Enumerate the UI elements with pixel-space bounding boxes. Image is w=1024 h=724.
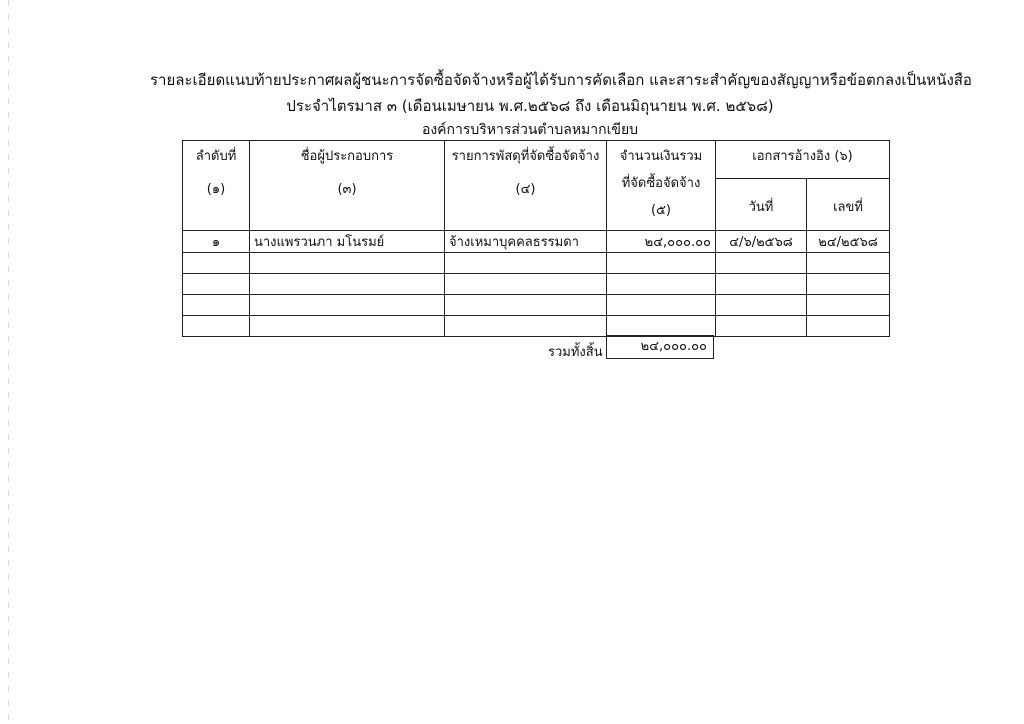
header-seq-label: ลำดับที่ bbox=[195, 149, 237, 164]
header-vendor-number: (๓) bbox=[337, 182, 357, 197]
cell-item: จ้างเหมาบุคคลธรรมดา bbox=[445, 231, 607, 253]
header-amount bbox=[607, 141, 716, 231]
table-row-empty bbox=[183, 316, 890, 337]
header-amount-line2: ที่จัดซื้อจัดจ้าง bbox=[621, 176, 701, 191]
header-item-label: รายการพัสดุที่จัดซื้อจัดจ้าง bbox=[451, 149, 600, 164]
cell-number: ๒๔/๒๕๖๘ bbox=[807, 231, 890, 253]
table-row bbox=[183, 231, 890, 253]
total-label: รวมทั้งสิ้น bbox=[548, 345, 603, 360]
header-item bbox=[445, 141, 607, 231]
cell-amount: ๒๔,๐๐๐.๐๐ bbox=[607, 231, 716, 253]
header-ref: เอกสารอ้างอิง (๖) bbox=[716, 141, 890, 179]
header-ref-number: เลขที่ bbox=[807, 179, 890, 231]
document-period: ประจำไตรมาส ๓ (เดือนเมษายน พ.ศ.๒๕๖๘ ถึง เดือนมิถุนายน พ.ศ. ๒๕๖๘) bbox=[286, 97, 774, 115]
header-amount-line1: จำนวนเงินรวม bbox=[619, 149, 703, 164]
header-seq bbox=[183, 141, 250, 231]
header-item-number: (๔) bbox=[515, 182, 536, 197]
header-vendor bbox=[250, 141, 445, 231]
table-row-empty bbox=[183, 253, 890, 274]
total-value: ๒๔,๐๐๐.๐๐ bbox=[606, 335, 714, 359]
header-vendor-label: ชื่อผู้ประกอบการ bbox=[300, 149, 394, 164]
cell-date: ๔/๖/๒๕๖๘ bbox=[716, 231, 807, 253]
header-ref-date: วันที่ bbox=[716, 179, 807, 231]
table-row-empty bbox=[183, 295, 890, 316]
table-row-empty bbox=[183, 274, 890, 295]
document-title: รายละเอียดแนบท้ายประกาศผลผู้ชนะการจัดซื้อจัดจ้างหรือผู้ได้รับการคัดเลือก และสาระสำคัญของสัญญาหรือข้อตกลงเป็นหนังสือ bbox=[150, 71, 972, 89]
cell-seq: ๑ bbox=[183, 231, 250, 253]
organization-name: องค์การบริหารส่วนตำบลหมากเขียบ bbox=[421, 122, 639, 138]
scan-edge-mark bbox=[8, 0, 9, 724]
header-amount-number: (๕) bbox=[651, 203, 671, 218]
cell-vendor: นางแพรวนภา มโนรมย์ bbox=[250, 231, 445, 253]
header-seq-number: (๑) bbox=[206, 182, 226, 197]
procurement-table bbox=[182, 140, 890, 337]
